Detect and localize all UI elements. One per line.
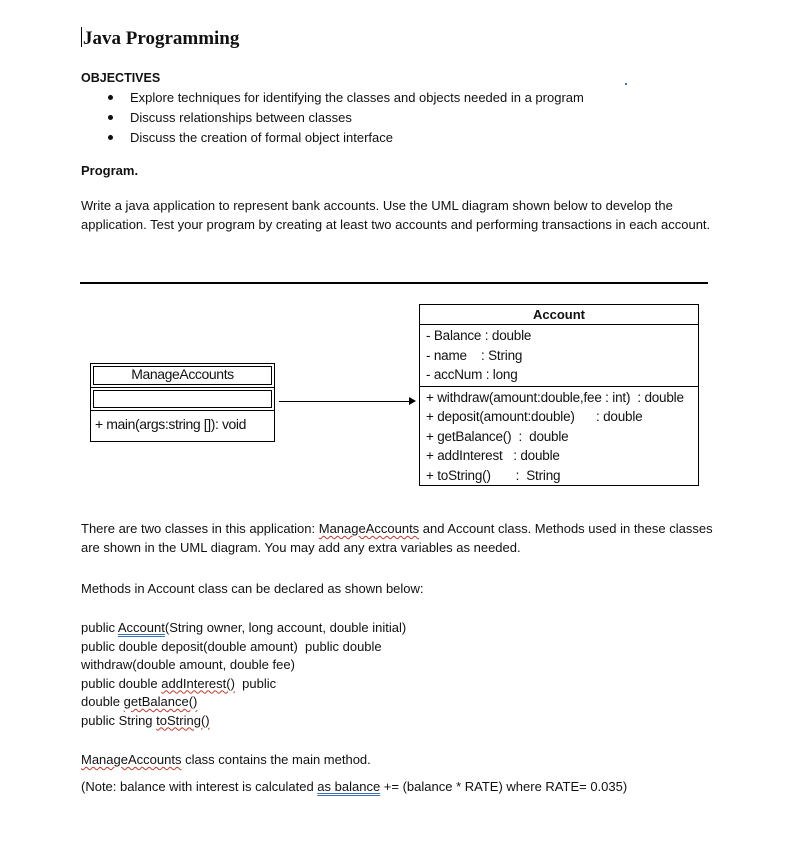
- uml-method: + addInterest : double: [426, 448, 560, 463]
- grammar-marked-word: as balance: [317, 779, 381, 794]
- spellcheck-word: addInterest(): [161, 675, 235, 691]
- grammar-marked-word: Account: [117, 620, 165, 635]
- uml-attribute: - name : String: [426, 347, 523, 363]
- uml-attributes: [420, 325, 698, 387]
- program-description: Write a java application to represent bank accounts. Use the UML diagram shown below to develop the application. Test your program by creating at least two accounts and performing transactions in each account.: [81, 198, 711, 232]
- page-title: Java Programming: [83, 28, 240, 49]
- uml-method: + toString() : String: [426, 467, 561, 483]
- code-line: public double addInterest() public: [81, 675, 277, 691]
- uml-class-name-row: [91, 364, 274, 388]
- code-line: double getBalance(): [81, 694, 198, 709]
- uml-attribute: - Balance : double: [426, 328, 532, 343]
- uml-method: + getBalance() : double: [426, 428, 569, 444]
- code-line: public String toString(): [81, 712, 210, 728]
- list-item: Explore techniques for identifying the classes and objects needed in a program: [105, 89, 584, 109]
- program-heading: Program.: [81, 163, 139, 178]
- uml-class-account: [419, 304, 699, 486]
- arrow-head-icon: [409, 397, 416, 405]
- classes-paragraph: There are two classes in this application: ManageAccounts and Account class. Methods used in these classes are shown in the UML diagram. You may add any extra variables as needed.: [81, 521, 713, 555]
- list-item: Discuss relationships between classes: [105, 109, 584, 129]
- uml-method: + deposit(amount:double) : double: [426, 409, 643, 424]
- declared-intro: Methods in Account class can be declared as shown below:: [81, 581, 424, 596]
- list-item: Discuss the creation of formal object interface: [105, 129, 584, 149]
- uml-class-name: ManageAccounts: [131, 366, 234, 382]
- objectives-heading: OBJECTIVES: [81, 71, 161, 85]
- association-arrow: [279, 401, 410, 402]
- code-line: public Account(String owner, long account, double initial): [81, 620, 407, 635]
- uml-methods: [420, 387, 698, 486]
- uml-method: + main(args:string []): void: [95, 416, 247, 432]
- objectives-list: [105, 89, 584, 149]
- uml-attributes-row: [91, 388, 274, 411]
- spellcheck-word: ManageAccounts: [318, 521, 420, 536]
- code-block: [81, 619, 406, 730]
- code-line: public double deposit(double amount) public double: [81, 638, 382, 654]
- uml-class-manageaccounts: [90, 363, 275, 442]
- stray-dot: [625, 83, 627, 85]
- uml-method: + withdraw(amount:double,fee : int) : double: [426, 389, 684, 405]
- spellcheck-word: ManageAccounts: [81, 752, 182, 767]
- horizontal-divider: [80, 282, 708, 284]
- spellcheck-word: getBalance(): [123, 694, 198, 709]
- main-method-note: ManageAccounts class contains the main method.: [81, 752, 371, 767]
- uml-class-name: Account: [420, 305, 698, 325]
- interest-note: (Note: balance with interest is calculated as balance += (balance * RATE) where RATE= 0.035): [81, 779, 628, 794]
- uml-attribute: - accNum : long: [426, 367, 518, 382]
- text-cursor: [81, 27, 82, 47]
- uml-methods-row: [91, 411, 274, 437]
- spellcheck-word: toString(): [156, 712, 210, 728]
- code-line: withdraw(double amount, double fee): [81, 657, 295, 672]
